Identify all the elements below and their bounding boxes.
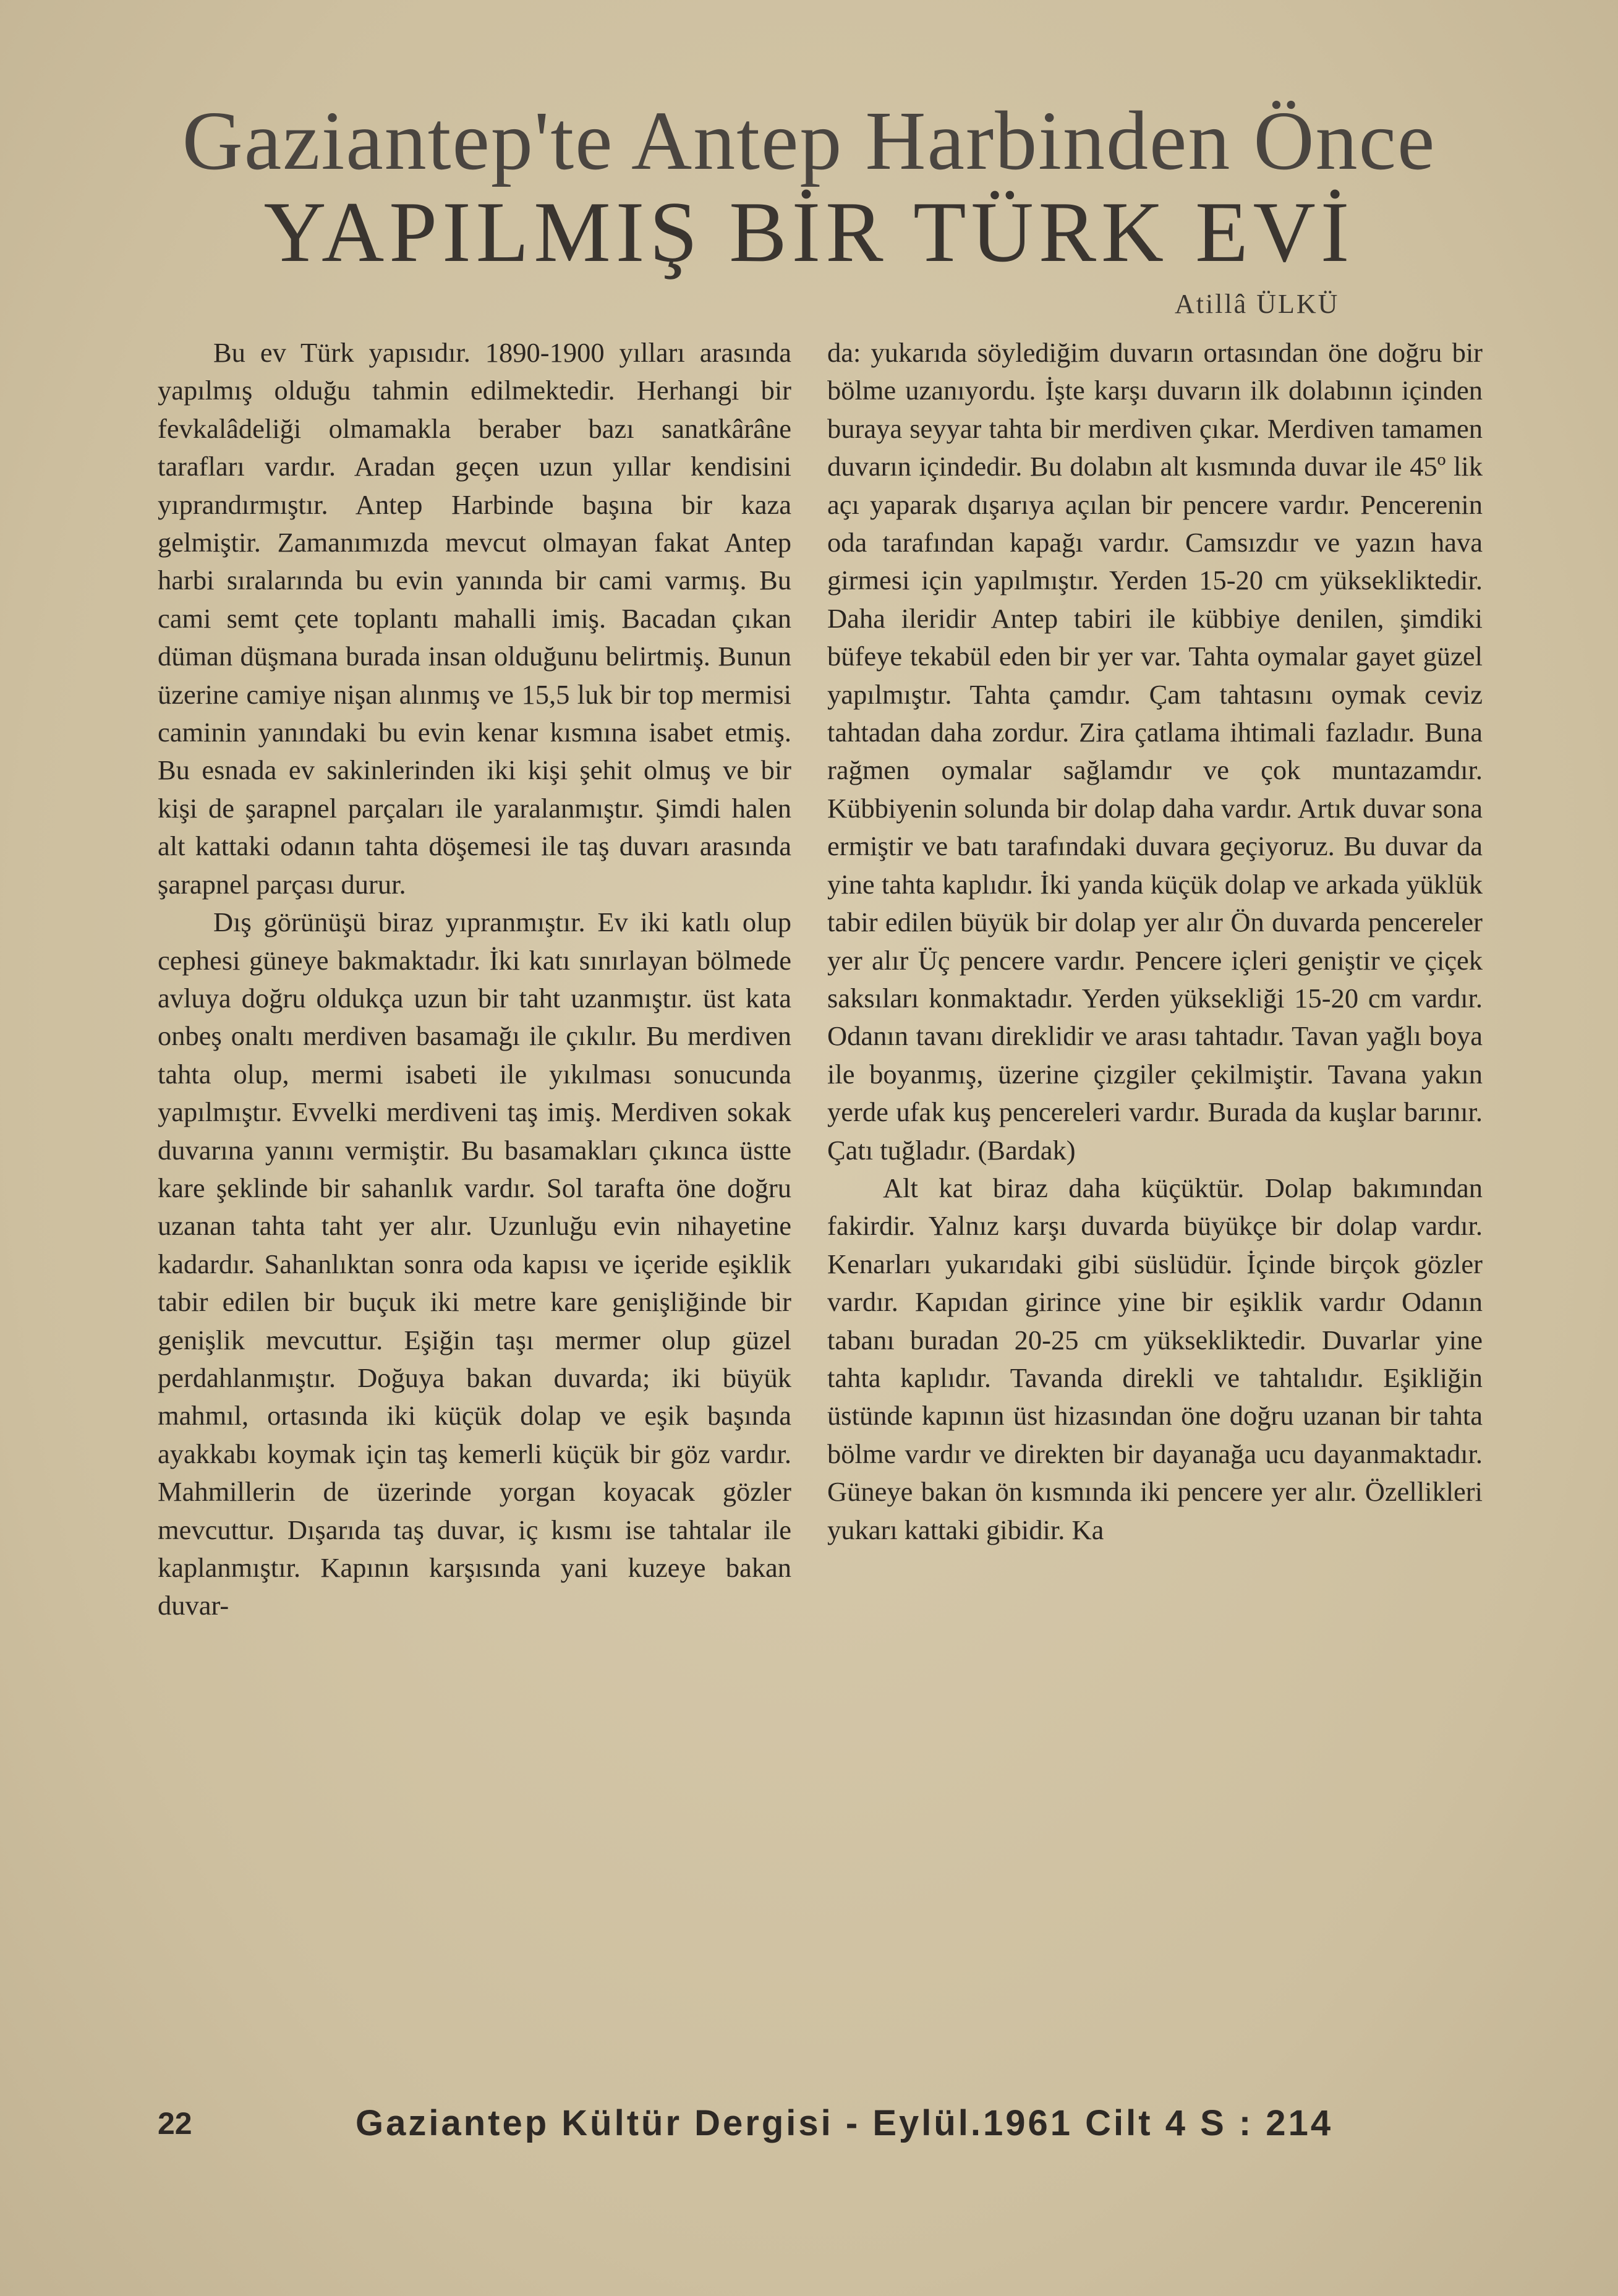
paragraph: Dış görünüşü biraz yıpranmıştır. Ev iki katlı olup cephesi güneye bakmaktadır. İki katı sınırlayan bölmede avluya doğru oldukça uzun bir taht uzanmıştır. üst kata onbeş onaltı merdiven basamağı ile çıkılır. Bu merdiven tahta olup, mermi isabeti ile yıkılması sonucunda yapılmıştır. Evvelki merdiveni taş imiş. Merdiven sokak duvarına yanını vermiştir. Bu basamakları çıkınca üstte kare şeklinde bir sahanlık vardır. Sol tarafta öne doğru uzanan tahta taht yer alır. Uzunluğu evin nihayetine kadardır. Sahanlıktan sonra oda kapısı ve içeride eşiklik tabir edilen bir buçuk iki metre kare genişliğinde bir genişlik mevcuttur. Eşiğin taşı mermer olup güzel perdahlanmıştır. Doğuya bakan duvarda; iki büyük mahmıl, ortasında iki küçük dolap ve eşik başında ayakkabı koymak için taş kemerli küçük bir göz vardır. Mahmillerin de üzerinde yorgan koyacak gözler mevcuttur. Dışarıda taş duvar, iç kısmı ise tahtalar ile kaplanmıştır. Kapının karşısında yani kuzeye bakan duvar- bbox=[158, 907, 791, 1621]
article-author: Atillâ ÜLKÜ bbox=[1175, 289, 1340, 319]
article-title-line-1: Gaziantep'te Antep Harbinden Önce bbox=[182, 95, 1436, 187]
paragraph: da: yukarıda söylediğim duvarın ortasından öne doğru bir bölme uzanıyordu. İşte karşı duvarın ilk dolabının içinden buraya seyyar tahta bir merdiven çıkar. Merdiven tamamen duvarın içindedir. Bu dolabın alt kısmında duvar ile 45º lik açı yaparak dışarıya açılan bir pencere vardır. Pencerenin oda tarafından kapağı vardır. Camsızdır ve yazın hava girmesi için yapılmıştır. Yerden 15-20 cm yüksekliktedir. Daha ileridir Antep tabiri ile kübbiye denilen, şimdiki büfeye tekabül eden bir yer var. Tahta oymalar gayet güzel yapılmıştır. Tahta çamdır. Çam tahtasını oymak ceviz tahtadan daha zordur. Zira çatlama ihtimali fazladır. Buna rağmen oymalar sağlamdır ve çok muntazamdır. Kübbiyenin solunda bir dolap daha vardır. Artık duvar sona ermiştir ve batı tarafındaki duvara geçiyoruz. Bu duvar da yine tahta kaplıdır. İki yanda küçük dolap ve arkada yüklük tabir edilen büyük bir dolap yer alır Ön duvarda pencereler yer alır Üç pencere vardır. Pencere içleri geniştir ve çiçek saksıları konmaktadır. Yerden yüksekliği 15-20 cm vardır. Odanın tavanı direklidir ve arası tahtadır. Tavan yağlı boya ile boyanmış, üzerine çizgiler çekilmiştir. Tavana yakın yerde ufak kuş pencereleri vardır. Burada da kuşlar barınır. Çatı tuğladır. (Bardak) bbox=[827, 337, 1483, 1166]
paragraph: Bu ev Türk yapısıdır. 1890-1900 yılları arasında yapılmış olduğu tahmin edilmektedir. Herhangi bir fevkalâdeliği olmamakla beraber bazı sanatkârâne tarafları vardır. Aradan geçen uzun yıllar kendisini yıprandırmıştır. Antep Harbinde başına bir kaza gelmiştir. Zamanımızda mevcut olmayan fakat Antep harbi sıralarında bu evin yanında bir cami varmış. Bu cami semt çete toplantı mahalli imiş. Bacadan çıkan düman düşmana burada insan olduğunu belirtmiş. Bunun üzerine camiye nişan alınmış ve 15,5 luk bir top mermisi caminin yanındaki bu evin kenar kısmına isabet etmiş. Bu esnada ev sakinlerinden iki kişi şehit olmuş ve bir kişi de şarapnel parçaları ile yaralanmıştır. Şimdi halen alt kattaki odanın tahta döşemesi ile taş duvarı arasında şarapnel parçası durur. bbox=[158, 337, 791, 900]
page-number: 22 bbox=[158, 2106, 192, 2141]
paragraph: Alt kat biraz daha küçüktür. Dolap bakımından fakirdir. Yalnız karşı duvarda büyükçe bir dolap vardır. Kenarları yukarıdaki gibi süslüdür. İçinde birçok gözler vardır. Kapıdan girince yine bir eşiklik vardır Odanın tabanı buradan 20-25 cm yüksekliktedir. Duvarlar yine tahta kaplıdır. Tavanda direkli ve tahtalıdır. Eşikliğin üstünde kapının üst hizasından öne doğru uzanan bir tahta bölme vardır ve direkten bir dayanağa ucu dayanmaktadır. Güneye bakan ön kısmında iki pencere yer alır. Özellikleri yukarı kattaki gibidir. Ka bbox=[827, 1172, 1483, 1545]
article-title-line-2: YAPILMIŞ BİR TÜRK EVİ bbox=[263, 184, 1355, 280]
publication-footer: Gaziantep Kültür Dergisi - Eylül.1961 Cilt 4 S : 214 bbox=[356, 2103, 1334, 2143]
left-text-column bbox=[158, 334, 791, 1625]
right-text-column bbox=[827, 334, 1483, 1549]
